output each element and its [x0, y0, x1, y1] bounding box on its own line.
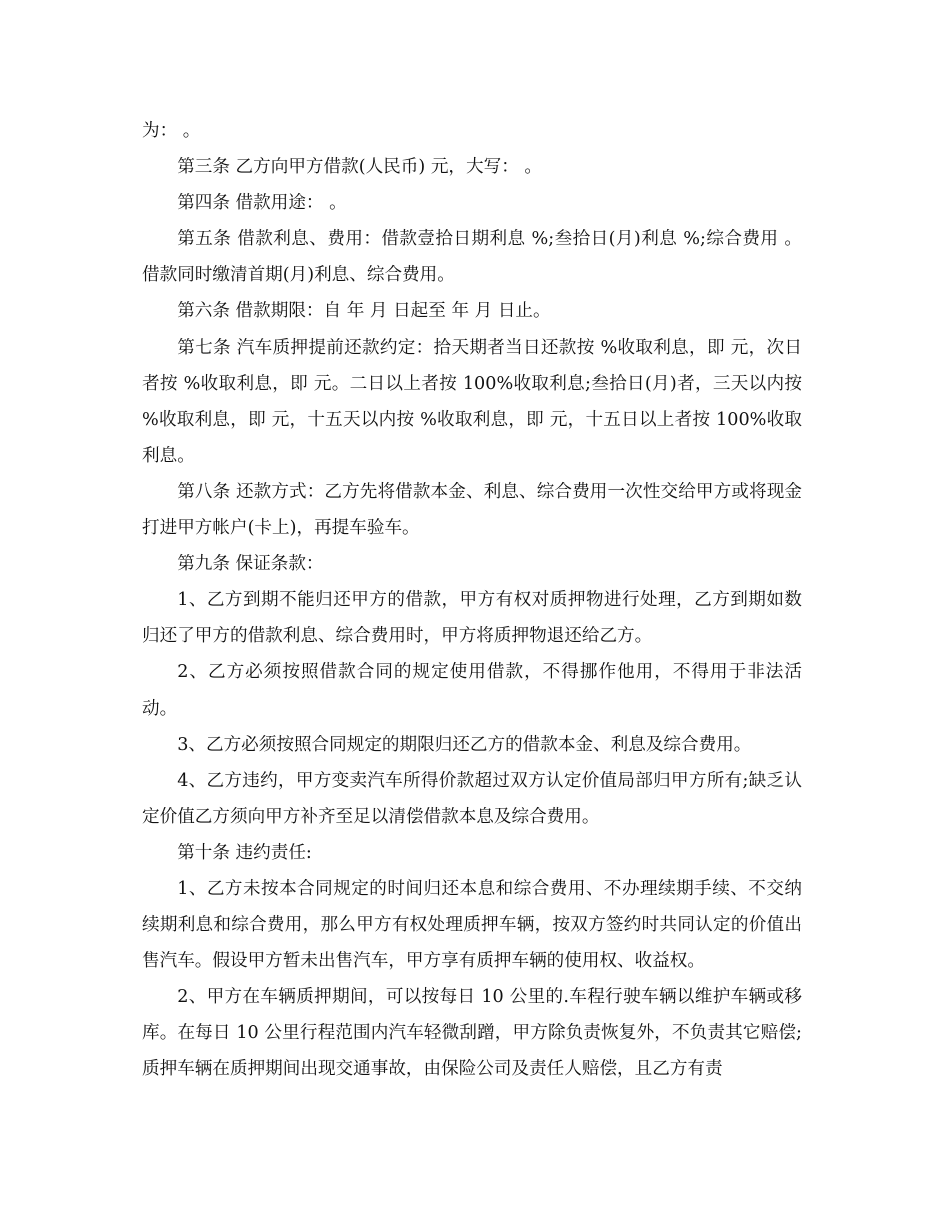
paragraph-article-8: 第八条 还款方式：乙方先将借款本金、利息、综合费用一次性交给甲方或将现金打进甲方帐户(卡上)，再提车验车。	[142, 481, 802, 539]
paragraph-article-10-item-2: 2、甲方在车辆质押期间，可以按每日 10 公里的.车程行驶车辆以维护车辆或移库。在每日 10 公里行程范围内汽车轻微刮蹭，甲方除负责恢复外，不负责其它赔偿;质押车辆在质押期间出现交通事故，由保险公司及责任人赔偿，且乙方有责	[142, 987, 802, 1080]
paragraph-article-10-item-1: 1、乙方未按本合同规定的时间归还本息和综合费用、不办理续期手续、不交纳续期利息和综合费用，那么甲方有权处理质押车辆，按双方签约时共同认定的价值出售汽车。假设甲方暂未出售汽车，甲方享有质押车辆的使用权、收益权。	[142, 878, 802, 972]
paragraph-article-7: 第七条 汽车质押提前还款约定：拾天期者当日还款按 %收取利息，即 元，次日者按 %收取利息，即 元。二日以上者按 100%收取利息;叁拾日(月)者，三天以内按 %收取利息，即 元，十五天以内按 %收取利息，即 元，十五日以上者按 100%收取利息。	[142, 337, 802, 466]
paragraph-article-9-item-2: 2、乙方必须按照借款合同的规定使用借款，不得挪作他用，不得用于非法活动。	[142, 662, 802, 719]
paragraph-0: 为： 。	[142, 121, 201, 141]
document-body	[142, 113, 802, 1088]
paragraph-article-3: 第三条 乙方向甲方借款(人民币) 元，大写： 。	[177, 157, 542, 178]
paragraph-article-4: 第四条 借款用途： 。	[177, 193, 347, 214]
paragraph-article-9-item-1: 1、乙方到期不能归还甲方的借款，甲方有权对质押物进行处理，乙方到期如数归还了甲方的借款利息、综合费用时，甲方将质押物退还给乙方。	[142, 590, 802, 647]
paragraph-article-9-item-3: 3、乙方必须按照合同规定的期限归还乙方的借款本金、利息及综合费用。	[177, 734, 752, 755]
paragraph-article-9-item-4: 4、乙方违约，甲方变卖汽车所得价款超过双方认定价值局部归甲方所有;缺乏认定价值乙方须向甲方补齐至足以清偿借款本息及综合费用。	[142, 770, 802, 827]
paragraph-article-5: 第五条 借款利息、费用：借款壹拾日期利息 %;叁拾日(月)利息 %;综合费用 。借款同时缴清首期(月)利息、综合费用。	[142, 229, 802, 286]
paragraph-article-9: 第九条 保证条款：	[177, 554, 324, 575]
paragraph-article-6: 第六条 借款期限：自 年 月 日起至 年 月 日止。	[177, 301, 551, 322]
paragraph-article-10: 第十条 违约责任:	[177, 842, 312, 863]
